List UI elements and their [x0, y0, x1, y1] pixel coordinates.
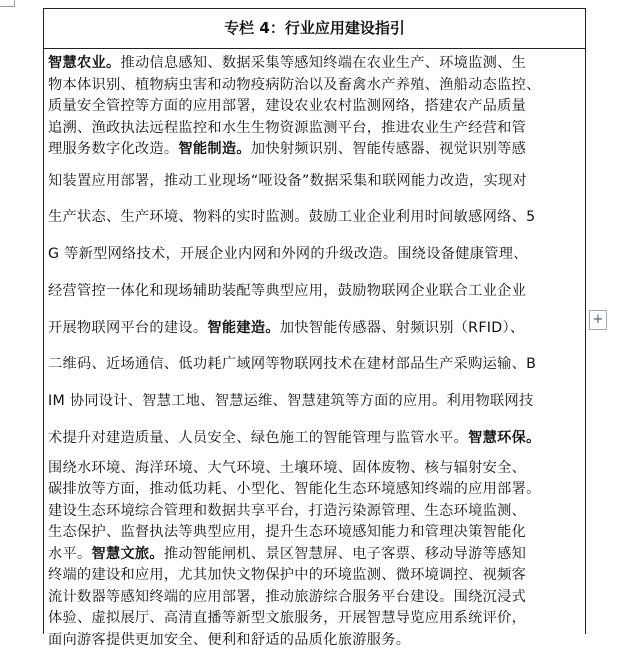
text-line: 终端的建设和应用，尤其加快文物保护中的环境监测、微环境调控、视频客: [48, 567, 527, 584]
text-line: 生态保护、监督执法等典型应用，提升生态环境感知能力和管理决策智能化: [48, 524, 527, 541]
page-corner-mark: [0, 0, 15, 7]
box-title: 专栏 4：行业应用建设指引: [44, 9, 585, 49]
text-line: 智慧农业。推动信息感知、数据采集等感知终端在农业生产、环境监测、生: [48, 55, 527, 71]
text-line: G 等新型网络技术，开展企业内网和外网的升级改造。围绕设备健康管理、: [48, 246, 528, 263]
text-line: 流计数器等感知终端的应用部署，推动旅游综合服务平台建设。围绕沉浸式: [48, 588, 527, 605]
text-line: 体验、虚拟展厅、高清直播等新型文旅服务，开展智慧导览应用系统评价，: [48, 610, 527, 627]
section-label-construction: 智能建造。: [207, 319, 280, 336]
text-line: 追溯、渔政执法远程监控和水生生物资源监测平台，推进农业生产经营和管: [48, 119, 527, 136]
section-label-environment: 智慧环保。: [468, 430, 541, 447]
text-line: 建设生态环境综合管理和数据共享平台，打造污染源管理、生态环境监测、: [48, 502, 527, 519]
text-line: 开展物联网平台的建设。智能建造。加快智能传感器、射频识别（RFID）、: [48, 319, 525, 336]
text-line: 水平。智慧文旅。推动智能闸机、景区智慧屏、电子客票、移动导游等感知: [48, 545, 527, 562]
text-line: 物本体识别、植物病虫害和动物疫病防治以及畜禽水产养殖、渔船动态监控、: [48, 76, 541, 93]
section-label-manufacturing: 智能制造。: [178, 141, 251, 157]
section-label-agriculture: 智慧农业。: [48, 55, 121, 71]
table-add-handle[interactable]: +: [589, 310, 607, 330]
text-line: IM 协同设计、智慧工地、智慧运维、智慧建筑等方面的应用。利用物联网技: [48, 393, 534, 410]
text-line: 术提升对建造质量、人员安全、绿色施工的智能管理与监管水平。智慧环保。: [48, 430, 541, 447]
text-line: 质量安全管控等方面的应用部署，建设农业农村监测网络，搭建农产品质量: [48, 98, 527, 114]
manufacturing-block: [48, 163, 581, 457]
column-box: [43, 8, 586, 648]
text-line: 面向游客提供更加安全、便利和舒适的品质化旅游服务。: [48, 631, 411, 648]
text-line: 生产状态、生产环境、物料的实时监测。鼓励工业企业利用时间敏感网络、5: [48, 209, 536, 226]
section-label-culture-tourism: 智慧文旅。: [91, 545, 164, 562]
agriculture-block: [48, 53, 581, 161]
text-line: 理服务数字化改造。智能制造。加快射频识别、智能传感器、视觉识别等感: [48, 141, 527, 157]
text-line: 经营管控一体化和现场辅助装配等典型应用，鼓励物联网企业联合工业企业: [48, 282, 527, 299]
box-body: [44, 49, 585, 651]
text-line: 知装置应用部署，推动工业现场“哑设备”数据采集和联网能力改造，实现对: [48, 172, 527, 189]
environment-block: [48, 458, 581, 651]
text-line: 二维码、近场通信、低功耗广域网等物联网技术在建材部品生产采购运输、B: [48, 356, 537, 373]
text-line: 碳排放等方面，推动低功耗、小型化、智能化生态环境感知终端的应用部署。: [48, 481, 541, 498]
text-line: 围绕水环境、海洋环境、大气环境、土壤环境、固体废物、核与辐射安全、: [48, 459, 527, 476]
